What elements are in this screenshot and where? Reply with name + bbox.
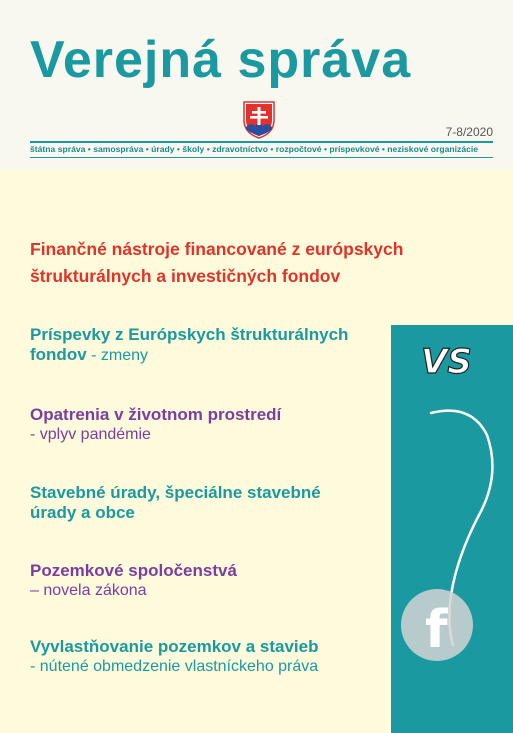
masthead-rule-top [30,141,493,143]
masthead-rule-bottom [30,157,493,158]
article-item-5 [30,637,319,677]
cover-headline-line1: Finančné nástroje financované z európskych [30,239,404,259]
article-item-3 [30,483,321,523]
cover-headline [30,236,470,290]
article-1-title: Príspevky z Európskych štrukturálnych [30,325,349,344]
slovak-coat-of-arms-icon [242,100,276,140]
issue-number: 7-8/2020 [445,125,493,139]
article-item-1 [30,325,348,366]
article-item-4 [30,561,237,601]
masthead-subtitle: štátna správa • samospráva • úrady • školy • zdravotníctvo • rozpočtové • príspevkové • neziskové organizácie [30,144,479,154]
article-4-subtitle: – novela zákona [30,582,147,599]
article-5-subtitle: - nútené obmedzenie vlastníckeho práva [30,658,319,675]
facebook-watermark-glyph: f [425,600,448,660]
magazine-title: Verejná správa [30,31,412,89]
article-item-2 [30,405,281,445]
decorative-art-panel [391,325,513,733]
article-3-title-cont: úrady a obce [30,503,135,522]
article-3-title: Stavebné úrady, špeciálne stavebné [30,483,321,502]
decorative-art-svg [391,325,513,733]
article-2-title: Opatrenia v životnom prostredí [30,405,282,424]
article-2-subtitle: - vplyv pandémie [30,426,151,443]
article-4-title: Pozemkové spoločenstvá [30,561,237,580]
cover-headline-line2: štrukturálnych a investičných fondov [30,266,341,286]
article-1-subtitle: - zmeny [86,347,148,364]
vs-logo: VS [421,342,472,382]
article-5-title: Vyvlastňovanie pozemkov a stavieb [30,637,319,656]
article-1-title-cont: fondov [30,345,87,364]
